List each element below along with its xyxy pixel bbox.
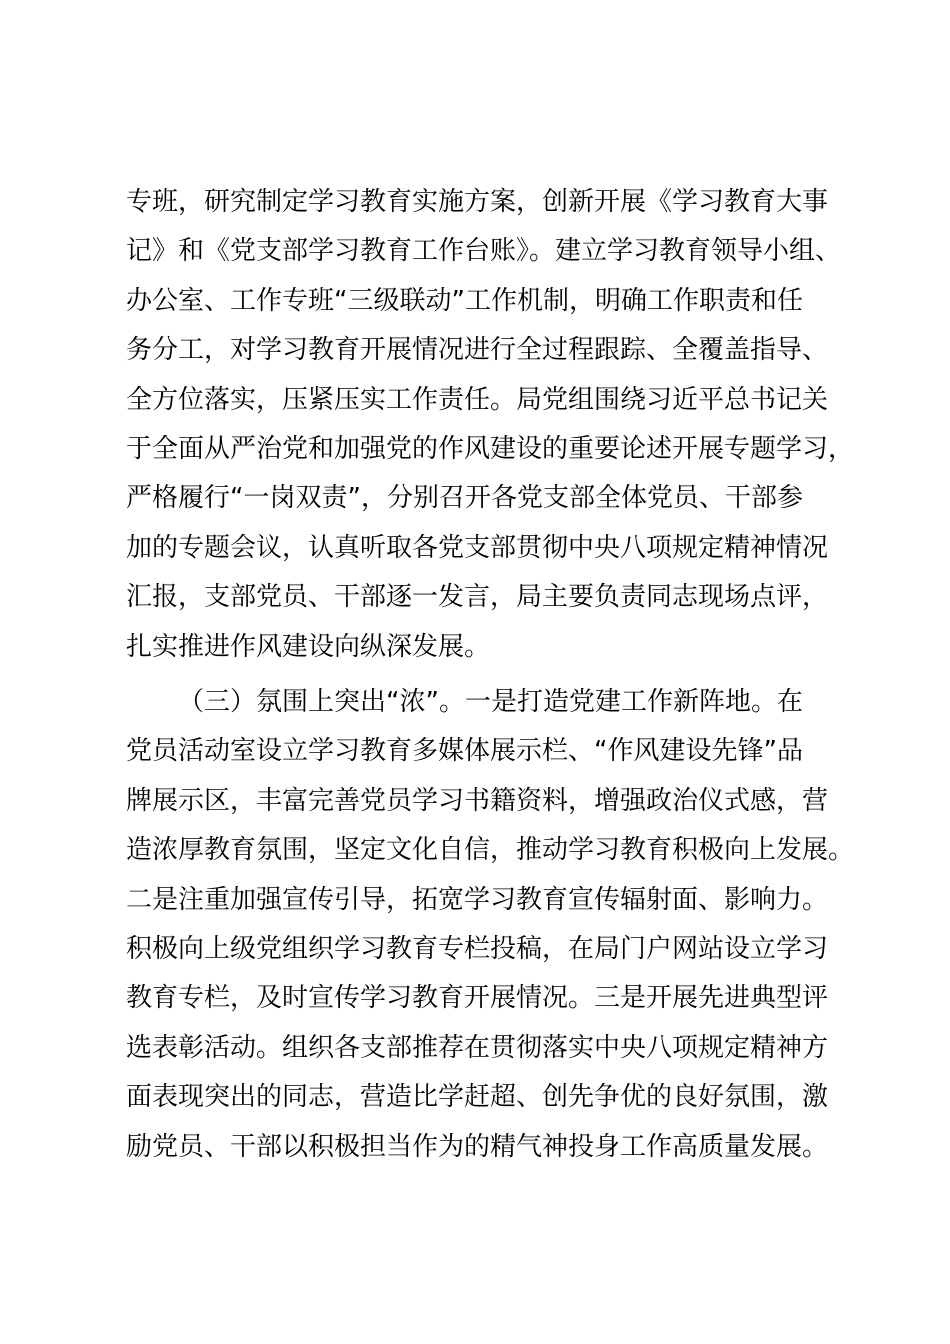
text-line: 党员活动室设立学习教育多媒体展示栏、“作风建设先锋”品	[126, 736, 803, 767]
text-line: 面表现突出的同志，营造比学赶超、创先争优的良好氛围，激	[126, 1082, 829, 1113]
text-line: 造浓厚教育氛围，坚定文化自信，推动学习教育积极向上发展。	[126, 835, 855, 866]
paragraph-continuation	[126, 178, 866, 672]
text-line: 教育专栏，及时宣传学习教育开展情况。三是开展先进典型评	[126, 983, 829, 1014]
text-line: 加的专题会议，认真听取各党支部贯彻中央八项规定精神情况	[126, 532, 829, 563]
text-line: 办公室、工作专班“三级联动”工作机制，明确工作职责和任	[126, 285, 803, 316]
text-line: 全方位落实，压紧压实工作责任。局党组围绕习近平总书记关	[126, 384, 829, 415]
text-line: 选表彰活动。组织各支部推荐在贯彻落实中央八项规定精神方	[126, 1032, 829, 1063]
text-line: 严格履行“一岗双责”，分别召开各党支部全体党员、干部参	[126, 483, 803, 514]
text-line: 于全面从严治党和加强党的作风建设的重要论述开展专题学习，	[126, 433, 855, 464]
text-line: 记》和《党支部学习教育工作台账》。建立学习教育领导小组、	[126, 236, 842, 267]
text-line: 积极向上级党组织学习教育专栏投稿，在局门户网站设立学习	[126, 933, 829, 964]
text-line: 专班，研究制定学习教育实施方案，创新开展《学习教育大事	[126, 187, 829, 217]
text-line: 励党员、干部以积极担当作为的精气神投身工作高质量发展。	[126, 1131, 829, 1162]
text-line: 牌展示区，丰富完善党员学习书籍资料，增强政治仪式感，营	[126, 785, 829, 816]
text-line: 二是注重加强宣传引导，拓宽学习教育宣传辐射面、影响力。	[126, 884, 829, 915]
paragraph-atmosphere	[126, 678, 866, 1172]
text-line: 扎实推进作风建设向纵深发展。	[126, 631, 491, 662]
text-line: 汇报，支部党员、干部逐一发言，局主要负责同志现场点评，	[126, 582, 829, 613]
text-line: 务分工，对学习教育开展情况进行全过程跟踪、全覆盖指导、	[126, 335, 829, 366]
section-heading-line: （三）氛围上突出“浓”。一是打造党建工作新阵地。在	[178, 687, 803, 717]
